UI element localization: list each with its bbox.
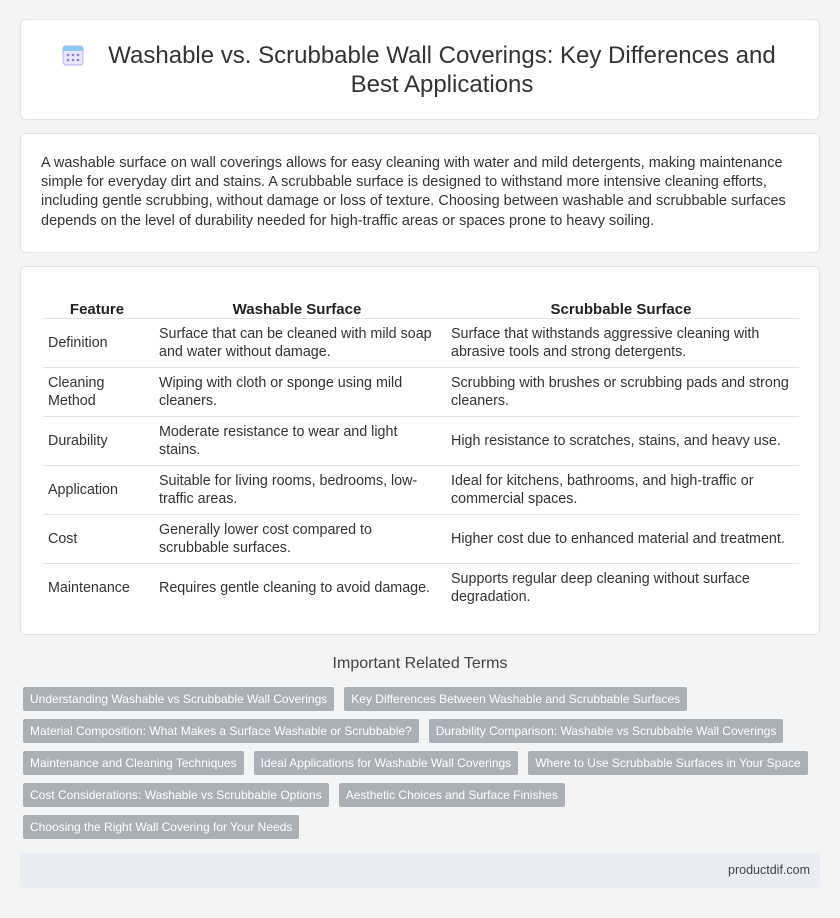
related-term-link[interactable]: Understanding Washable vs Scrubbable Wall Coverings bbox=[23, 687, 334, 711]
feature-cell: Maintenance bbox=[43, 563, 151, 612]
washable-cell: Surface that can be cleaned with mild soap and water without damage. bbox=[151, 318, 443, 367]
related-term-link[interactable]: Material Composition: What Makes a Surface Washable or Scrubbable? bbox=[23, 719, 419, 743]
related-term-link[interactable]: Ideal Applications for Washable Wall Coverings bbox=[254, 751, 519, 775]
table-row bbox=[43, 514, 799, 563]
feature-cell: Cost bbox=[43, 514, 151, 563]
scrubbable-cell: High resistance to scratches, stains, and heavy use. bbox=[443, 416, 799, 465]
scrubbable-cell: Ideal for kitchens, bathrooms, and high-traffic or commercial spaces. bbox=[443, 465, 799, 514]
related-term-link[interactable]: Maintenance and Cleaning Techniques bbox=[23, 751, 244, 775]
table-header-row bbox=[43, 294, 799, 318]
calendar-icon bbox=[61, 43, 85, 67]
feature-cell: Application bbox=[43, 465, 151, 514]
comparison-table bbox=[43, 294, 799, 612]
washable-cell: Wiping with cloth or sponge using mild cleaners. bbox=[151, 367, 443, 416]
scrubbable-cell: Supports regular deep cleaning without surface degradation. bbox=[443, 563, 799, 612]
page-title: Washable vs. Scrubbable Wall Coverings: Key Differences and Best Applications bbox=[108, 41, 776, 98]
washable-cell: Requires gentle cleaning to avoid damage. bbox=[151, 563, 443, 612]
header-washable: Washable Surface bbox=[232, 301, 362, 318]
footer-site-link[interactable]: productdif.com bbox=[728, 863, 810, 877]
related-terms-title: Important Related Terms bbox=[332, 655, 508, 672]
header-scrubbable: Scrubbable Surface bbox=[550, 301, 692, 318]
feature-cell: Definition bbox=[43, 318, 151, 367]
washable-cell: Moderate resistance to wear and light stains. bbox=[151, 416, 443, 465]
related-term-link[interactable]: Choosing the Right Wall Covering for Your Needs bbox=[23, 815, 299, 839]
table-row bbox=[43, 318, 799, 367]
related-term-link[interactable]: Aesthetic Choices and Surface Finishes bbox=[339, 783, 565, 807]
feature-cell: Cleaning Method bbox=[43, 367, 151, 416]
comparison-table-card bbox=[20, 266, 820, 635]
table-row bbox=[43, 465, 799, 514]
header-card bbox=[20, 19, 820, 120]
related-term-link[interactable]: Durability Comparison: Washable vs Scrubbable Wall Coverings bbox=[429, 719, 784, 743]
related-term-link[interactable]: Key Differences Between Washable and Scrubbable Surfaces bbox=[344, 687, 687, 711]
scrubbable-cell: Scrubbing with brushes or scrubbing pads and strong cleaners. bbox=[443, 367, 799, 416]
table-row bbox=[43, 563, 799, 612]
intro-card bbox=[20, 133, 820, 253]
related-terms-list bbox=[23, 687, 813, 839]
washable-cell: Generally lower cost compared to scrubbable surfaces. bbox=[151, 514, 443, 563]
table-row bbox=[43, 416, 799, 465]
related-term-link[interactable]: Cost Considerations: Washable vs Scrubbable Options bbox=[23, 783, 329, 807]
scrubbable-cell: Higher cost due to enhanced material and treatment. bbox=[443, 514, 799, 563]
related-term-link[interactable]: Where to Use Scrubbable Surfaces in Your Space bbox=[528, 751, 808, 775]
header-feature: Feature bbox=[69, 301, 125, 318]
intro-text: A washable surface on wall coverings allows for easy cleaning with water and mild detergents, making maintenance simple for everyday dirt and stains. A scrubbable surface is designed to withstand more intensive cleaning efforts, including gentle scrubbing, without damage or loss of texture. Choosing between washable and scrubbable surfaces depends on the level of durability needed for high-traffic areas or spaces prone to heavy soiling. bbox=[41, 155, 786, 229]
table-row bbox=[43, 367, 799, 416]
scrubbable-cell: Surface that withstands aggressive cleaning with abrasive tools and strong detergents. bbox=[443, 318, 799, 367]
footer bbox=[20, 853, 820, 888]
washable-cell: Suitable for living rooms, bedrooms, low-traffic areas. bbox=[151, 465, 443, 514]
feature-cell: Durability bbox=[43, 416, 151, 465]
